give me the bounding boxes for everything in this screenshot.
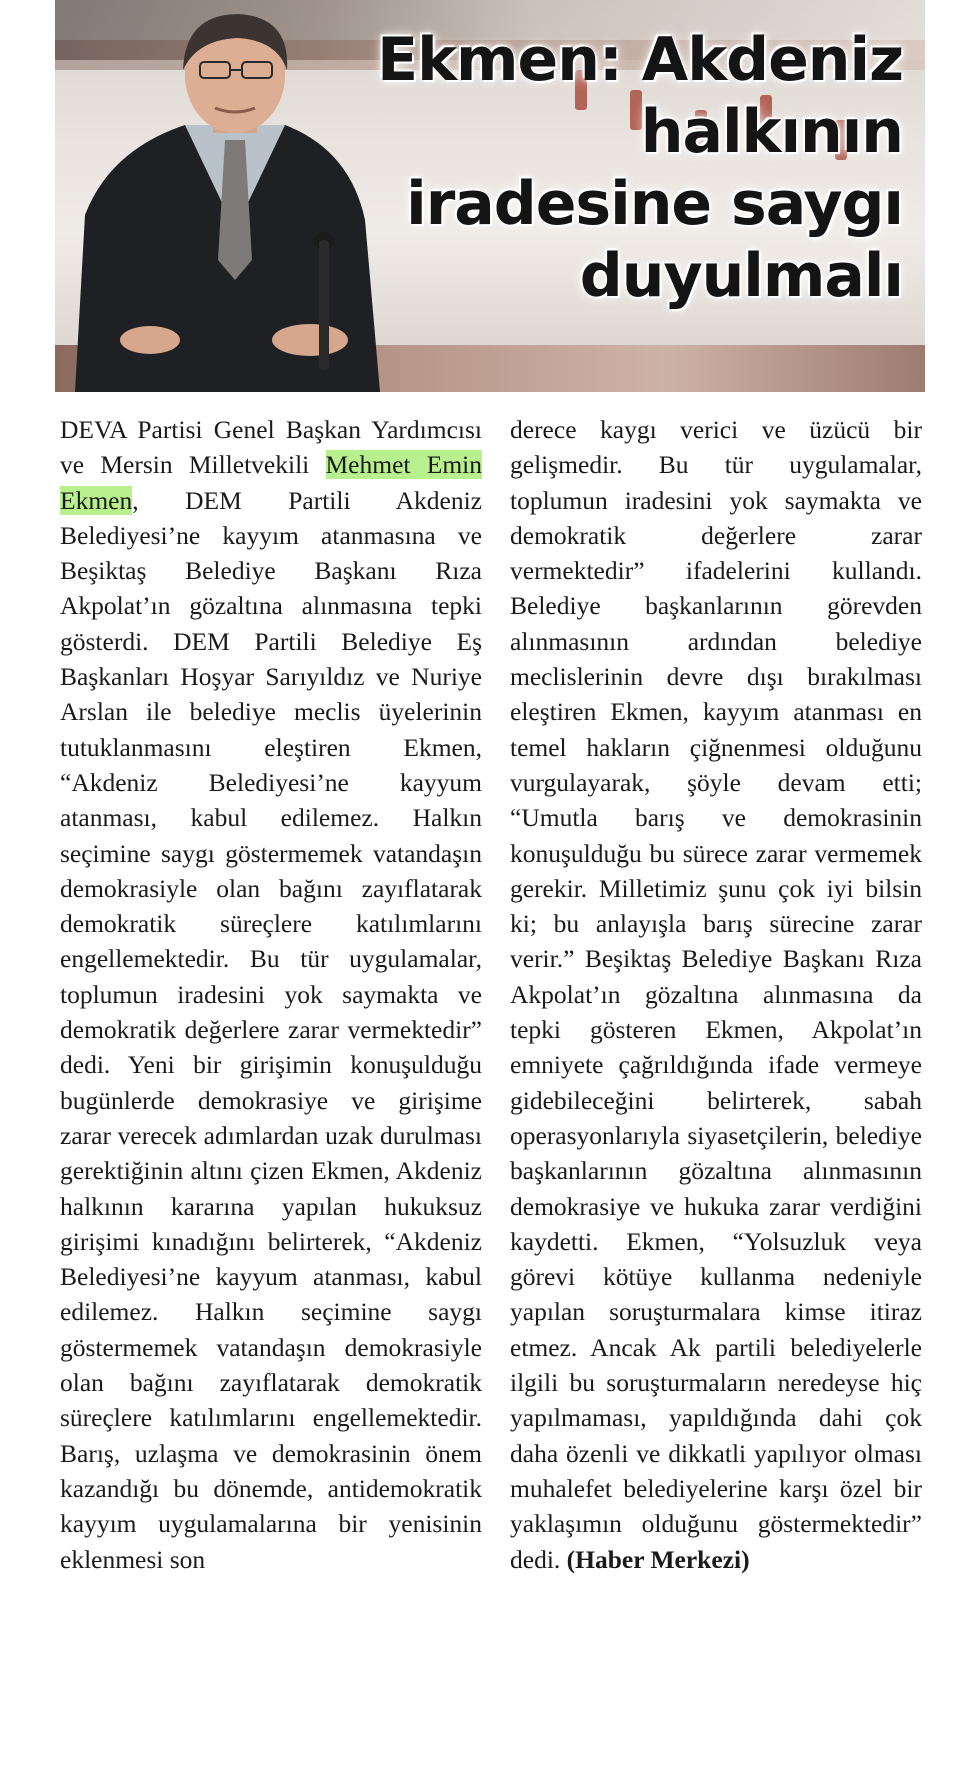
highlighted-name: Mehmet Emin Ekmen — [60, 450, 482, 515]
headline-line: Ekmen: Akdeniz — [377, 25, 903, 95]
article-paragraph — [510, 412, 922, 1577]
headline-line: halkının — [640, 97, 903, 167]
article-paragraph — [60, 412, 482, 1577]
article-column-left — [60, 412, 482, 1577]
headline-line: iradesine saygı — [406, 169, 903, 239]
article-headline — [377, 24, 903, 312]
body-text: DEVA Partisi Genel Başkan Yardımcısı ve Mersin Milletvekili — [60, 415, 482, 480]
headline-line: duyulmalı — [579, 241, 903, 311]
article-source: (Haber Merkezi) — [566, 1544, 750, 1574]
body-text: derece kaygı verici ve üzücü bir gelişmedir. Bu tür uygulamalar, toplumun iradesini yok saymakta ve demokratik değerlere zarar vermektedir” ifadelerini kullandı. Belediye başkanlarının görevden alınmasının ardından belediye meclislerinin devre dışı bırakılması eleştiren Ekmen, kayyım atanması en temel hakların çiğnenmesi olduğunu vurgulayarak, şöyle devam etti; “Umutla barış ve demokrasinin konuşulduğu bu sürece zarar vermemek gerekir. Milletimiz şunu çok iyi bilsin ki; bu anlayışla barış sürecine zarar verir.” Beşiktaş Belediye Başkanı Rıza Akpolat’ın gözaltına alınmasına da tepki gösteren Ekmen, Akpolat’ın emniyete çağrıldığında ifade vermeye gidebileceğini belirterek, sabah operasyonlarıyla siyasetçilerin, belediye başkanlarının gözaltına alınmasının demokrasiye ve hukuka zarar verdiğini kaydetti. Ekmen, “Yolsuzluk veya görevi kötüye kullanma nedeniyle yapılan soruşturmalara kimse itiraz etmez. Ancak Ak partili belediyelerle ilgili bu soruşturmaların neredeyse hiç yapılmaması, yapıldığında dahi çok daha özenli ve dikkatli yapılıyor olması muhalefet belediyelerine karşı özel bir yaklaşımın olduğunu göstermektedir” dedi. — [510, 415, 922, 1574]
article-photo — [55, 0, 925, 392]
article-column-right — [510, 412, 922, 1577]
microphone-stand — [319, 240, 329, 370]
body-text: , DEM Partili Akdeniz Belediyesi’ne kayyım atanmasına ve Beşiktaş Belediye Başkanı Rıza Akpolat’ın gözaltına alınmasına tepki gösterdi. DEM Partili Belediye Eş Başkanları Hoşyar Sarıyıldız ve Nuriye Arslan ile belediye meclis üyelerinin tutuklanmasını eleştiren Ekmen, “Akdeniz Belediyesi’ne kayyum atanması, kabul edilemez. Halkın seçimine saygı göstermemek vatandaşın demokrasiyle olan bağını zayıflatarak demokratik süreçlere katılımlarını engellemektedir. Bu tür uygulamalar, toplumun iradesini yok saymakta ve demokratik değerlere zarar vermektedir” dedi. Yeni bir girişimin konuşulduğu bugünlerde demokrasiye ve girişime zarar verecek adımlardan uzak durulması gerektiğinin altını çizen Ekmen, Akdeniz halkının kararına yapılan hukuksuz girişimi kınadığını belirterek, “Akdeniz Belediyesi’ne kayyum atanması, kabul edilemez. Halkın seçimine saygı göstermemek vatandaşın demokrasiyle olan bağını zayıflatarak demokratik süreçlere katılımlarını engellemektedir. Barış, uzlaşma ve demokrasinin önem kazandığı bu dönemde, antidemokratik kayyım uygulamalarına bir yenisinin eklenmesi son — [60, 485, 482, 1574]
